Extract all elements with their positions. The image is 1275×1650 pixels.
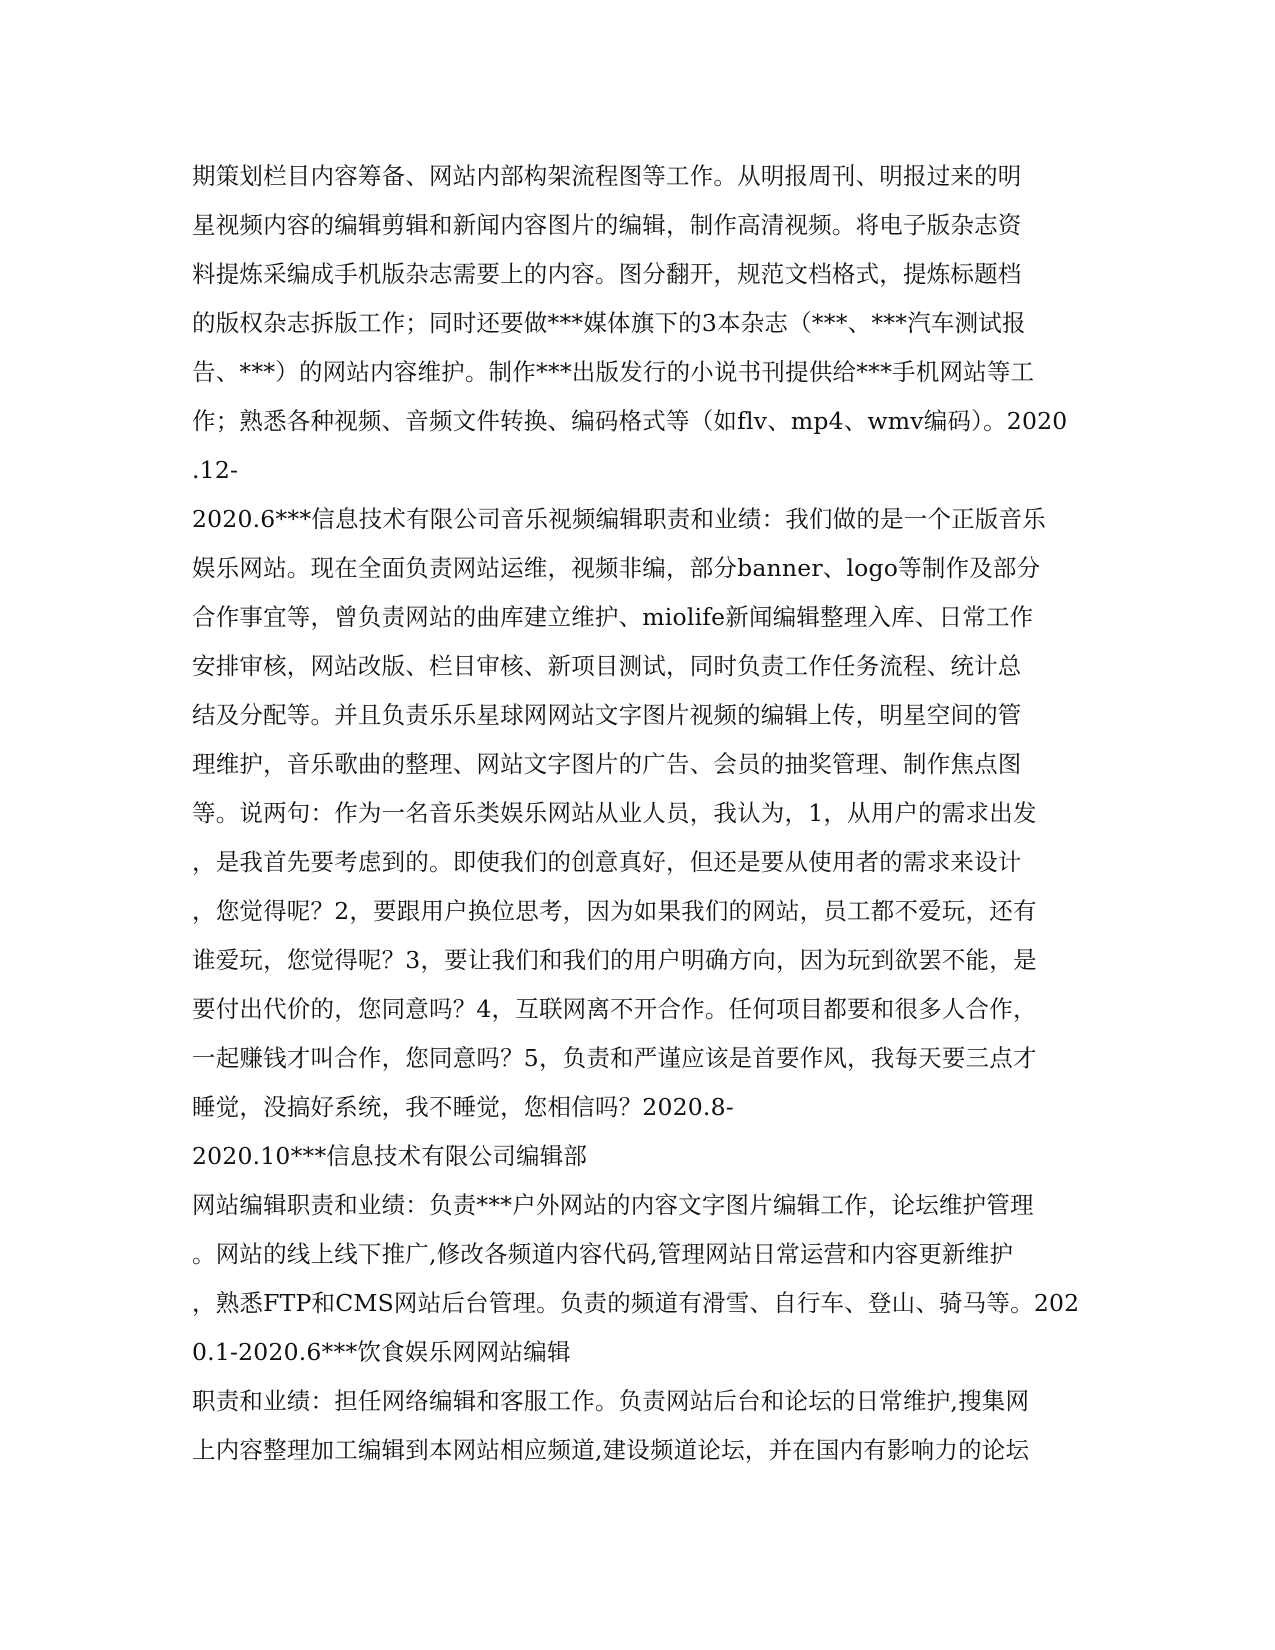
text-line: 娱乐网站。现在全面负责网站运维，视频非编，部分banner、logo等制作及部分 — [192, 554, 1041, 582]
text-line: 安排审核，网站改版、栏目审核、新项目测试，同时负责工作任务流程、统计总 — [192, 652, 1022, 680]
text-line: 2020.6***信息技术有限公司音乐视频编辑职责和业绩：我们做的是一个正版音乐 — [192, 505, 1046, 533]
text-line: 期策划栏目内容筹备、网站内部构架流程图等工作。从明报周刊、明报过来的明 — [192, 162, 1022, 190]
text-line: 一起赚钱才叫合作，您同意吗？5，负责和严谨应该是首要作风，我每天要三点才 — [192, 1044, 1037, 1072]
text-line: .12- — [192, 456, 239, 484]
body-text — [192, 152, 1092, 1475]
text-line: 等。说两句：作为一名音乐类娱乐网站从业人员，我认为，1，从用户的需求出发 — [192, 799, 1037, 827]
text-line: 料提炼采编成手机版杂志需要上的内容。图分翻开，规范文档格式，提炼标题档 — [192, 260, 1022, 288]
text-line: 网站编辑职责和业绩：负责***户外网站的内容文字图片编辑工作，论坛维护管理 — [192, 1191, 1034, 1219]
text-line: 0.1-2020.6***饮食娱乐网网站编辑 — [192, 1338, 571, 1366]
text-line: ，熟悉FTP和CMS网站后台管理。负责的频道有滑雪、自行车、登山、骑马等。202 — [192, 1289, 1080, 1317]
text-line: 睡觉，没搞好系统，我不睡觉，您相信吗？2020.8- — [192, 1093, 734, 1121]
text-line: 职责和业绩：担任网络编辑和客服工作。负责网站后台和论坛的日常维护,搜集网 — [192, 1387, 1030, 1415]
text-line: 上内容整理加工编辑到本网站相应频道,建设频道论坛，并在国内有影响力的论坛 — [192, 1436, 1030, 1464]
text-line: 谁爱玩，您觉得呢？3，要让我们和我们的用户明确方向，因为玩到欲罢不能，是 — [192, 946, 1037, 974]
text-line: 理维护，音乐歌曲的整理、网站文字图片的广告、会员的抽奖管理、制作焦点图 — [192, 750, 1022, 778]
text-line: 告、***）的网站内容维护。制作***出版发行的小说书刊提供给***手机网站等工 — [192, 358, 1035, 386]
text-line: 要付出代价的，您同意吗？4，互联网离不开合作。任何项目都要和很多人合作， — [192, 995, 1037, 1023]
text-line: ，您觉得呢？2，要跟用户换位思考，因为如果我们的网站，员工都不爱玩，还有 — [192, 897, 1037, 925]
text-line: 合作事宜等，曾负责网站的曲库建立维护、miolife新闻编辑整理入库、日常工作 — [192, 603, 1034, 631]
text-line: 2020.10***信息技术有限公司编辑部 — [192, 1142, 588, 1170]
text-line: 星视频内容的编辑剪辑和新闻内容图片的编辑，制作高清视频。将电子版杂志资 — [192, 211, 1022, 239]
text-line: 结及分配等。并且负责乐乐星球网网站文字图片视频的编辑上传，明星空间的管 — [192, 701, 1022, 729]
text-line: ，是我首先要考虑到的。即使我们的创意真好，但还是要从使用者的需求来设计 — [192, 848, 1022, 876]
text-line: 的版权杂志拆版工作；同时还要做***媒体旗下的3本杂志（***、***汽车测试报 — [192, 309, 1026, 337]
text-line: 作；熟悉各种视频、音频文件转换、编码格式等（如flv、mp4、wmv编码）。2020 — [192, 407, 1068, 435]
text-line: 。网站的线上线下推广,修改各频道内容代码,管理网站日常运营和内容更新维护 — [192, 1240, 1014, 1268]
